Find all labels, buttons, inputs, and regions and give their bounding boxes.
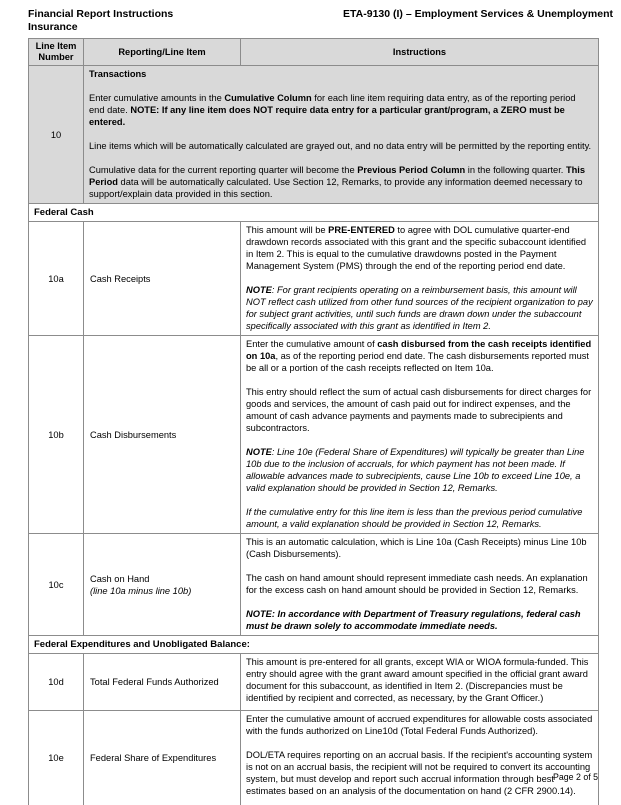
instructions-cell: This amount will be PRE-ENTERED to agree with DOL cumulative quarter-end drawdown records associated with this grant and the specific subaccount identified in Item 2. This is equal to the cumulative drawdowns posted in the Payment Management System (PMS) through the end of the reporting period end date. NOTE: For grant recipients operating on a reimbursement basis, this amount will NOT reflect cash utilized from other fund sources of the recipient organization to pay for subject grant activities, until such funds are drawn down under the subaccount specifically associated with this grant as identified in Item 2. bbox=[241, 222, 599, 336]
instructions-cell: Transactions Enter cumulative amounts in the Cumulative Column for each line item requiring data entry, as of the reporting period end date. NOTE: If any line item does NOT require data entry for a particular grant/program, a ZERO must be entered. Line items which will be automatically calculated are grayed out, and no data entry will be permitted by the reporting entity. Cumulative data for the current reporting quarter will become the Previous Period Column in the following quarter. This Period data will be automatically calculated. Use Section 12, Remarks, to provide any information deemed necessary to support/explain data provided in this section. bbox=[84, 66, 599, 204]
doc-title-right: ETA-9130 (I) – Employment Services & Unemployment bbox=[343, 8, 613, 20]
section-label: Federal Expenditures and Unobligated Balance: bbox=[29, 636, 599, 654]
table-row-10a bbox=[29, 222, 599, 336]
table-row-10e bbox=[29, 711, 599, 805]
line-item-label-note: (line 10a minus line 10b) bbox=[90, 585, 192, 596]
section-row-federal-expenditures bbox=[29, 636, 599, 654]
instructions-table bbox=[28, 38, 599, 805]
line-item-label: Cash Receipts bbox=[90, 273, 151, 284]
instructions-cell: Enter the cumulative amount of cash disbursed from the cash receipts identified on 10a, as of the reporting period end date. The cash disbursements reported must be all or a portion of the cash receipts reflected on Item 10a. This entry should reflect the sum of actual cash disbursements for direct charges for goods and services, the amount of cash paid out for indirect expenses, and the amount of cash advance payments and payments made to subrecipients and subcontractors. NOTE: Line 10e (Federal Share of Expenditures) will typically be greater than Line 10b due to the inclusion of accruals, for which payment has not been made. If allowable advances made to subrecipients, cause Line 10b to exceed Line 10e, a valid explanation should be provided in Section 12, Remarks. If the cumulative entry for this line item is less than the previous period cumulative amount, a valid explanation should be provided in Section 12, Remarks. bbox=[241, 336, 599, 534]
line-item-cell bbox=[84, 654, 241, 711]
doc-title-left-line2: Insurance bbox=[28, 21, 78, 33]
column-header-line-item-number: Line Item Number bbox=[29, 39, 84, 66]
line-item-cell bbox=[84, 534, 241, 636]
line-number-cell: 10 bbox=[29, 66, 84, 204]
section-row-federal-cash bbox=[29, 204, 599, 222]
column-header-reporting-line-item: Reporting/Line Item bbox=[84, 39, 241, 66]
line-number-cell: 10d bbox=[29, 654, 84, 711]
line-item-label: Total Federal Funds Authorized bbox=[90, 677, 219, 687]
column-header-instructions: Instructions bbox=[241, 39, 599, 66]
line-number-cell: 10c bbox=[29, 534, 84, 636]
line-item-cell bbox=[84, 711, 241, 805]
line-item-label: Federal Share of Expenditures bbox=[90, 753, 217, 763]
line-item-label: Cash Disbursements bbox=[90, 429, 177, 440]
line-number-cell: 10a bbox=[29, 222, 84, 336]
line-number-cell: 10b bbox=[29, 336, 84, 534]
table-row-10d bbox=[29, 654, 599, 711]
doc-title-left: Financial Report Instructions bbox=[28, 8, 174, 20]
table-header-row bbox=[29, 39, 599, 66]
line-item-label: Cash on Hand bbox=[90, 573, 150, 584]
table-row-10b bbox=[29, 336, 599, 534]
table-row-10 bbox=[29, 66, 599, 204]
line-item-cell bbox=[84, 222, 241, 336]
section-label: Federal Cash bbox=[29, 204, 599, 222]
line-number-cell: 10e bbox=[29, 711, 84, 805]
line-item-cell bbox=[84, 336, 241, 534]
page-number: Page 2 of 5 bbox=[553, 772, 598, 782]
instructions-cell: This amount is pre-entered for all grants, except WIA or WIOA formula-funded. This entry should agree with the grant award amount specified in the official grant award document for this subaccount, as identified in Item 2. (Discrepancies must be identified by recipient and corrected, as necessary, by the Grant Officer.) bbox=[241, 654, 599, 711]
instructions-cell: Enter the cumulative amount of accrued expenditures for allowable costs associated with the funds authorized on Line10d (Total Federal Funds Authorized). DOL/ETA requires reporting on an accrual basis. If the recipient's accounting system is not on an accrual basis, the recipient will not be required to convert its accounting system, but must develop and report such accrual information through best estimates based on an analysis of the documentation on hand (2 CFR 2900.14). bbox=[241, 711, 599, 805]
instructions-cell: This is an automatic calculation, which is Line 10a (Cash Receipts) minus Line 10b (Cash Disbursements). The cash on hand amount should represent immediate cash needs. An explanation for the excess cash on hand amount should be provided in Section 12, Remarks. NOTE: In accordance with Department of Treasury regulations, federal cash must be drawn solely to accommodate immediate needs. bbox=[241, 534, 599, 636]
table-row-10c bbox=[29, 534, 599, 636]
doc-header bbox=[28, 8, 613, 34]
